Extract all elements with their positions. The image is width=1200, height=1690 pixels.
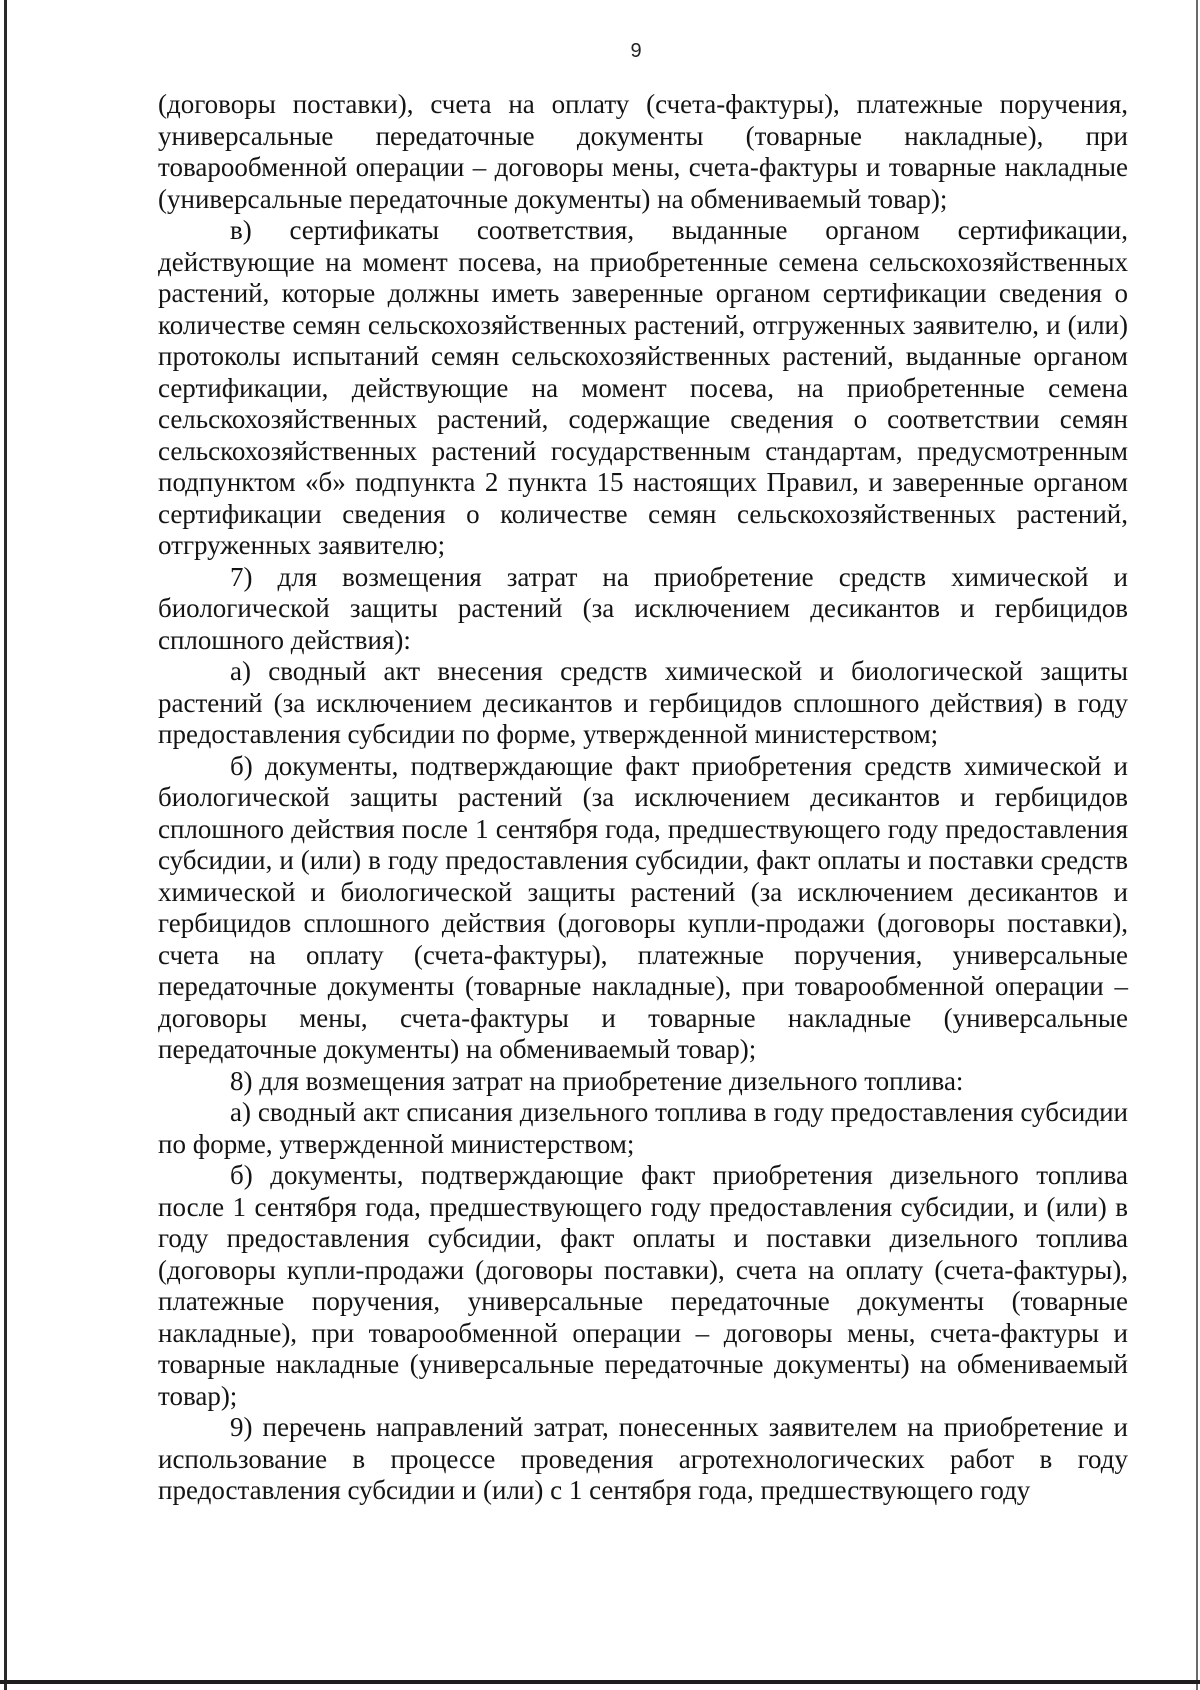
paragraph-item-v-certificates: в) сертификаты соответствия, выданные органом сертификации, действующие на момент посева, на приобретенные семена сельскохозяйственных растений, которые должны иметь заверенные органом сертификации сведения о количестве семян сельскохозяйственных растений, отгруженных заявителю, и (или) протоколы испытаний семян сельскохозяйственных растений, выданные органом сертификации, действующие на момент посева, на приобретенные семена сельскохозяйственных растений, содержащие сведения о соответствии семян сельскохозяйственных растений государственным стандартам, предусмотренным подпунктом «б» подпункта 2 пункта 15 настоящих Правил, и заверенные органом сертификации сведения о количестве семян сельскохозяйственных растений, отгруженных заявителю; [158, 215, 1128, 560]
paragraph-item-9: 9) перечень направлений затрат, понесенных заявителем на приобретение и использование в процессе проведения агротехнологических работ в году предоставления субсидии и (или) с 1 сентября года, предшествующего году [158, 1412, 1128, 1505]
paragraph-item-7: 7) для возмещения затрат на приобретение средств химической и биологической защиты растений (за исключением десикантов и гербицидов сплошного действия): [158, 561, 1128, 655]
paragraph-item-8b: б) документы, подтверждающие факт приобретения дизельного топлива после 1 сентября года, предшествующего году предоставления субсидии, и (или) в году предоставления субсидии, факт оплаты и поставки дизельного топлива (договоры купли-продажи (договоры поставки), счета на оплату (счета-фактуры), платежные поручения, универсальные передаточные документы (товарные накладные), при товарообменной операции – договоры мены, счета-фактуры и товарные накладные (универсальные передаточные документы) на обмениваемый товар); [158, 1160, 1128, 1411]
document-body [158, 89, 1128, 1507]
paragraph-item-8a: а) сводный акт списания дизельного топлива в году предоставления субсидии по форме, утвержденной министерством; [158, 1097, 1128, 1159]
paragraph-item-7a: а) сводный акт внесения средств химической и биологической защиты растений (за исключением десикантов и гербицидов сплошного действия) в году предоставления субсидии по форме, утвержденной министерством; [158, 656, 1128, 749]
scan-edge-left [4, 0, 7, 1690]
paragraph-continuation: (договоры поставки), счета на оплату (счета-фактуры), платежные поручения, универсальные передаточные документы (товарные накладные), при товарообменной операции – договоры мены, счета-фактуры и товарные накладные (универсальные передаточные документы) на обмениваемый товар); [158, 89, 1128, 214]
paragraph-item-7b: б) документы, подтверждающие факт приобретения средств химической и биологической защиты растений (за исключением десикантов и гербицидов сплошного действия после 1 сентября года, предшествующего году предоставления субсидии, и (или) в году предоставления субсидии, факт оплаты и поставки средств химической и биологической защиты растений (за исключением десикантов и гербицидов сплошного действия (договоры купли-продажи (договоры поставки), счета на оплату (счета-фактуры), платежные поручения, универсальные передаточные документы (товарные накладные), при товарообменной операции – договоры мены, счета-фактуры и товарные накладные (универсальные передаточные документы) на обмениваемый товар); [158, 750, 1128, 1064]
scan-edge-right [1196, 0, 1198, 1690]
paragraph-item-8: 8) для возмещения затрат на приобретение дизельного топлива: [230, 1065, 964, 1096]
scan-edge-bottom [0, 1680, 1200, 1684]
page-number: 9 [630, 40, 642, 62]
